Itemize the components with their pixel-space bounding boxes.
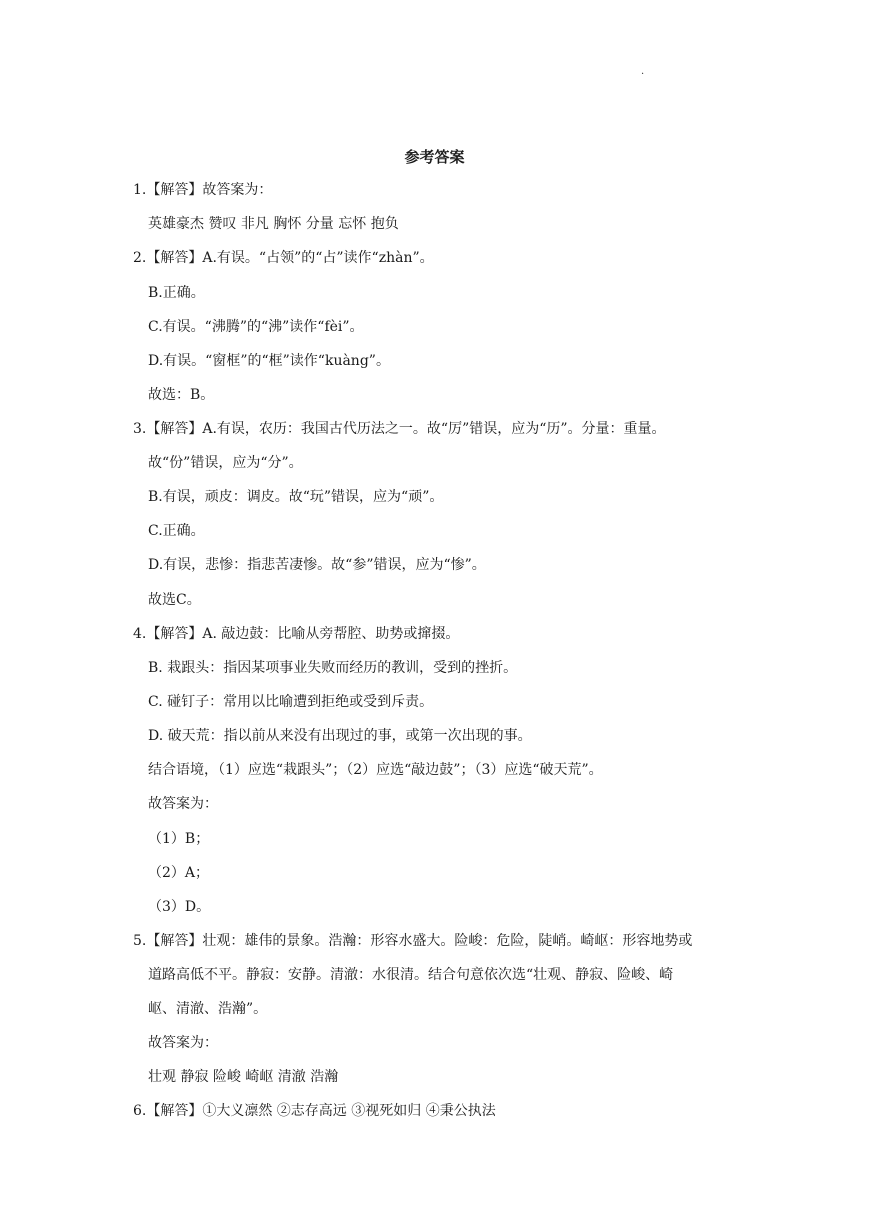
q2-heading: 2.【解答】A.有误。“占领”的“占”读作“zhàn”。 [133,250,434,266]
q4-option-b: B. 栽跟头：指因某项事业失败而经历的教训，受到的挫折。 [148,660,518,676]
q5-heading: 5.【解答】壮观：雄伟的景象。浩瀚：形容水盛大。险峻：危险，陡峭。崎岖：形容地势或 [133,933,693,949]
q4-answer-3: （3）D。 [148,899,211,915]
q4-context: 结合语境，（1）应选“栽跟头”；（2）应选“敲边鼓”；（3）应选“破天荒”。 [148,762,603,778]
q6-heading: 6.【解答】①大义凛然 ②志存高远 ③视死如归 ④秉公执法 [133,1103,496,1119]
q3-conclusion: 故选C。 [148,592,201,608]
q3-option-d: D.有误，悲惨：指悲苦凄惨。故“参”错误，应为“惨”。 [148,557,486,573]
q4-option-c: C. 碰钉子：常用以比喻遭到拒绝或受到斥责。 [148,694,434,710]
q4-option-d: D. 破天荒：指以前从来没有出现过的事，或第一次出现的事。 [148,728,532,744]
q2-option-c: C.有误。“沸腾”的“沸”读作“fèi”。 [148,319,364,335]
q2-conclusion: 故选：B。 [148,387,215,403]
q2-option-d: D.有误。“窗框”的“框”读作“kuàng”。 [148,353,390,369]
q3-continuation: 故“份”错误，应为“分”。 [148,455,303,471]
q1-answer: 英雄豪杰 赞叹 非凡 胸怀 分量 忘怀 抱负 [148,216,399,232]
q2-option-b: B.正确。 [148,285,205,301]
q4-answer-label: 故答案为： [148,796,218,812]
q4-answer-2: （2）A； [148,865,210,881]
q1-heading: 1.【解答】故答案为： [133,182,273,198]
header-mark: . [641,66,645,77]
q5-answer: 壮观 静寂 险峻 崎岖 清澈 浩瀚 [148,1069,339,1085]
q5-answer-label: 故答案为： [148,1035,218,1051]
q5-continuation-1: 道路高低不平。静寂：安静。清澈：水很清。结合句意依次选“壮观、静寂、险峻、崎 [148,967,674,983]
q3-heading: 3.【解答】A.有误，农历：我国古代历法之一。故“厉”错误，应为“历”。分量：重量。 [133,421,666,437]
page-title: 参考答案 [404,148,465,166]
q3-option-b: B.有误，顽皮：调皮。故“玩”错误，应为“顽”。 [148,489,444,505]
q3-option-c: C.正确。 [148,523,205,539]
q4-heading: 4.【解答】A. 敲边鼓：比喻从旁帮腔、助势或撺掇。 [133,626,460,642]
q4-answer-1: （1）B； [148,831,210,847]
q5-continuation-2: 岖、清澈、浩瀚”。 [148,1001,268,1017]
